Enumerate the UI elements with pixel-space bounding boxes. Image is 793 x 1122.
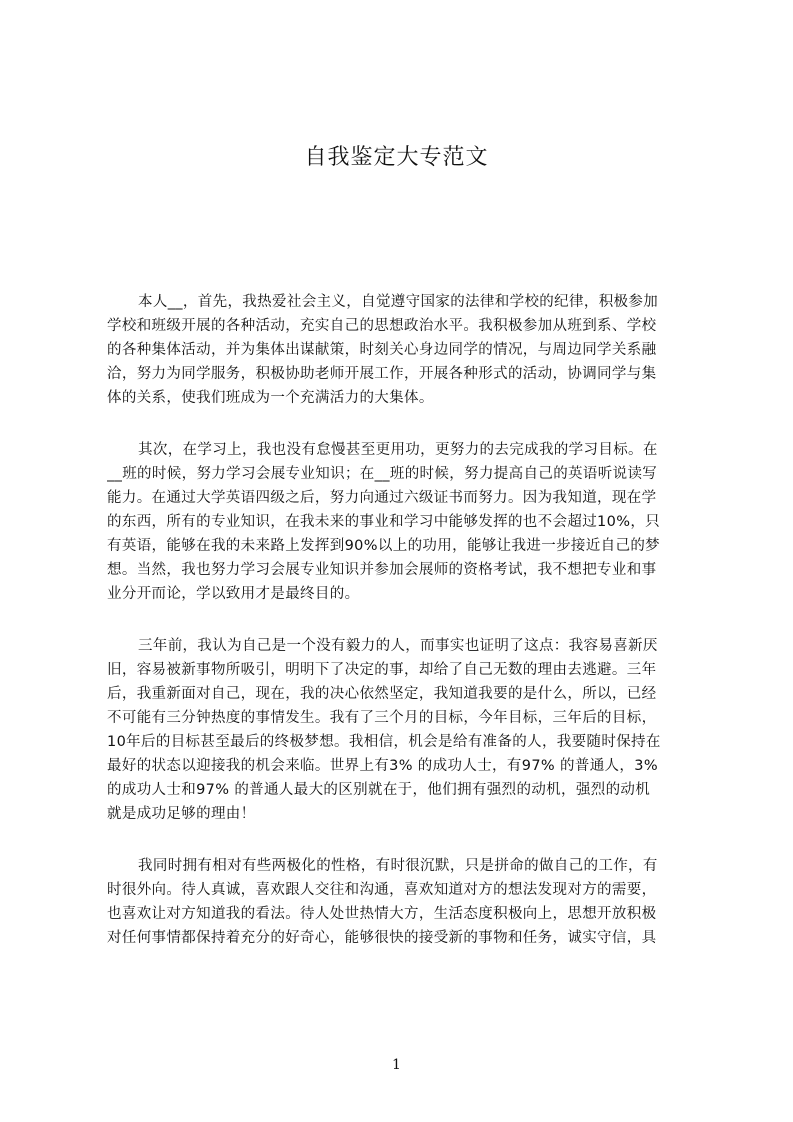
paragraph-line: 洽，努力为同学服务，积极协助老师开展工作，开展各种形式的活动，协调同学与集 — [107, 366, 657, 382]
paragraph-2 — [107, 438, 701, 606]
paragraph-line: 的东西，所有的专业知识，在我未来的事业和学习中能够发挥的也不会超过10%，只 — [107, 514, 661, 530]
paragraph-line: 想。当然，我也努力学习会展专业知识并参加会展师的资格考试，我不想把专业和事 — [107, 562, 657, 578]
document-title: 自我鉴定大专范文 — [304, 145, 489, 170]
paragraph-line: 其次，在学习上，我也没有怠慢甚至更用功，更努力的去完成我的学习目标。在 — [138, 442, 658, 458]
page-number: 1 — [392, 1057, 401, 1073]
paragraph-line: 学校和班级开展的各种活动，充实自己的思想政治水平。我积极参加从班到系、学校 — [107, 318, 657, 334]
paragraph-line: 也喜欢让对方知道我的看法。待人处世热情大方，生活态度积极向上，思想开放积极 — [107, 906, 657, 922]
paragraph-1 — [107, 290, 701, 410]
paragraph-line: 业分开而论，学以致用才是最终目的。 — [107, 586, 360, 602]
paragraph-line: 旧，容易被新事物所吸引，明明下了决定的事，却给了自己无数的理由去逃避。三年 — [107, 662, 657, 678]
paragraph-line: 的成功人士和97% 的普通人最大的区别就在于，他们拥有强烈的动机，强烈的动机 — [107, 782, 651, 798]
paragraph-3 — [107, 634, 701, 826]
paragraph-line: 10年后的目标甚至最后的终极梦想。我相信，机会是给有准备的人，我要随时保持在 — [107, 734, 661, 750]
paragraph-line: 的各种集体活动，并为集体出谋献策，时刻关心身边同学的情况，与周边同学关系融 — [107, 342, 657, 358]
paragraph-line: 最好的状态以迎接我的机会来临。世界上有3% 的成功人士，有97% 的普通人，3% — [107, 758, 658, 774]
paragraph-line: __班的时候，努力学习会展专业知识；在__班的时候，努力提高自己的英语听说读写 — [107, 466, 658, 482]
paragraph-line: 我同时拥有相对有些两极化的性格，有时很沉默，只是拼命的做自己的工作，有 — [138, 858, 658, 874]
paragraph-line: 能力。在通过大学英语四级之后，努力向通过六级证书而努力。因为我知道，现在学 — [107, 490, 657, 506]
paragraph-line: 不可能有三分钟热度的事情发生。我有了三个月的目标，今年目标，三年后的目标， — [107, 710, 657, 726]
paragraph-4 — [107, 854, 701, 950]
paragraph-line: 本人__，首先，我热爱社会主义，自觉遵守国家的法律和学校的纪律，积极参加 — [138, 294, 659, 310]
paragraph-line: 有英语，能够在我的未来路上发挥到90%以上的功用，能够让我进一步接近自己的梦 — [107, 538, 661, 554]
paragraph-line: 三年前，我认为自己是一个没有毅力的人，而事实也证明了这点：我容易喜新厌 — [138, 638, 658, 654]
paragraph-line: 时很外向。待人真诚，喜欢跟人交往和沟通，喜欢知道对方的想法发现对方的需要， — [107, 882, 657, 898]
paragraph-line: 后，我重新面对自己，现在，我的决心依然坚定，我知道我要的是什么，所以，已经 — [107, 686, 657, 702]
paragraph-line: 对任何事情都保持着充分的好奇心，能够很快的接受新的事物和任务，诚实守信，具 — [107, 930, 657, 946]
document-body — [107, 290, 701, 978]
paragraph-line: 就是成功足够的理由！ — [107, 806, 256, 822]
paragraph-line: 体的关系，使我们班成为一个充满活力的大集体。 — [107, 390, 434, 406]
